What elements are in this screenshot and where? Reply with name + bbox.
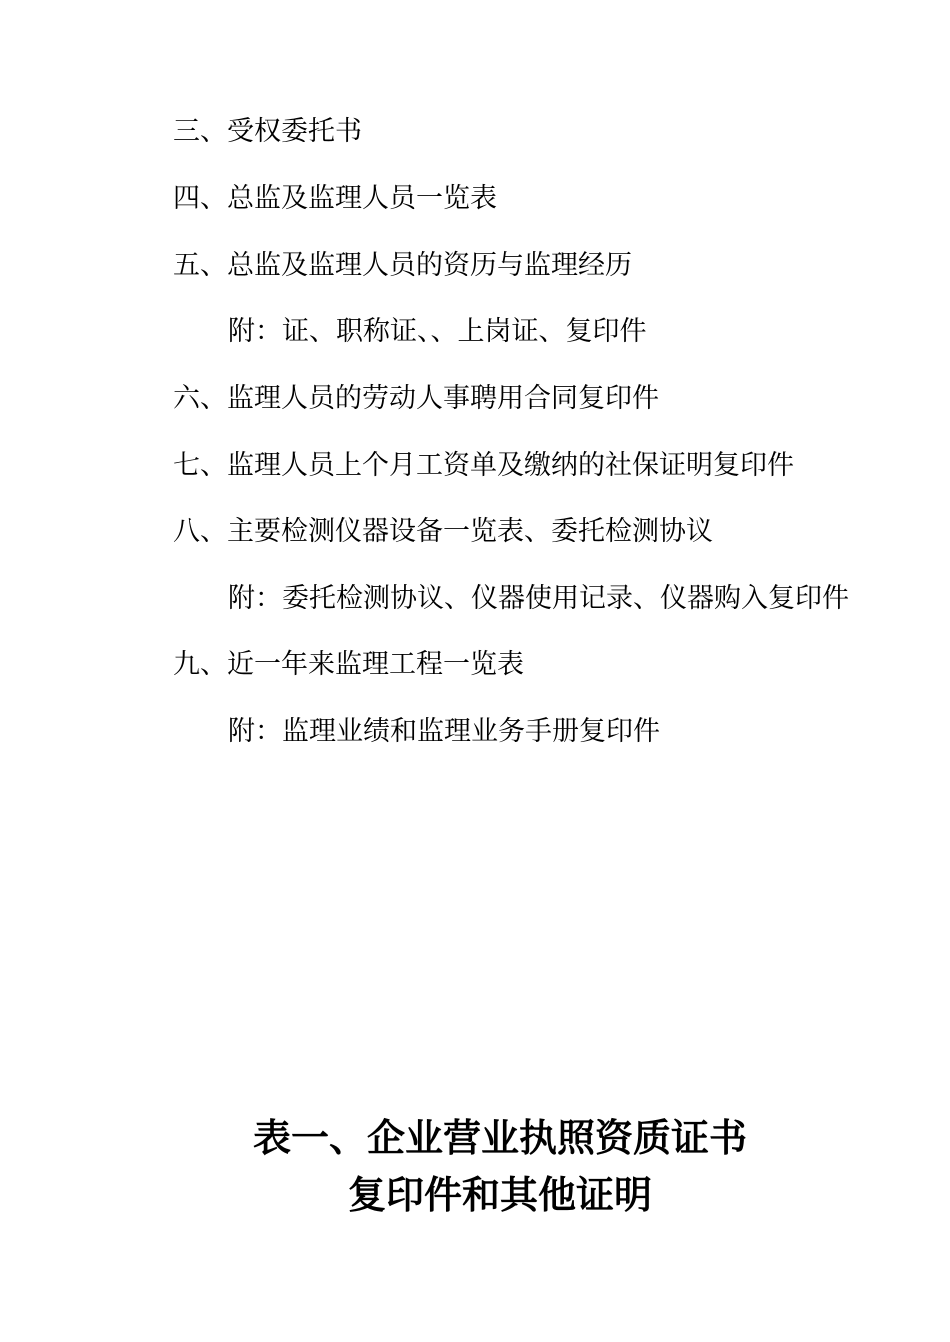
toc-subitem-testing-agreement: 附：委托检测协议、仪器使用记录、仪器购入复印件	[228, 583, 849, 614]
toc-item-project-list: 九、近一年来监理工程一览表	[173, 649, 524, 680]
toc-subitem-certificates: 附：证、职称证、、上岗证、复印件	[228, 316, 647, 347]
toc-item-payroll-social-security: 七、监理人员上个月工资单及缴纳的社保证明复印件	[173, 450, 794, 481]
section-title-line-2: 复印件和其他证明	[347, 1173, 652, 1217]
section-title-line-1: 表一、企业营业执照资质证书	[252, 1116, 747, 1160]
toc-item-staff-qualifications: 五、总监及监理人员的资历与监理经历	[173, 250, 632, 281]
toc-item-authorization-letter: 三、受权委托书	[173, 116, 362, 147]
toc-item-employment-contracts: 六、监理人员的劳动人事聘用合同复印件	[173, 383, 659, 414]
toc-item-supervisor-staff-list: 四、总监及监理人员一览表	[173, 183, 497, 214]
toc-item-testing-equipment: 八、主要检测仪器设备一览表、委托检测协议	[173, 516, 713, 547]
toc-subitem-performance-records: 附：监理业绩和监理业务手册复印件	[228, 716, 660, 747]
